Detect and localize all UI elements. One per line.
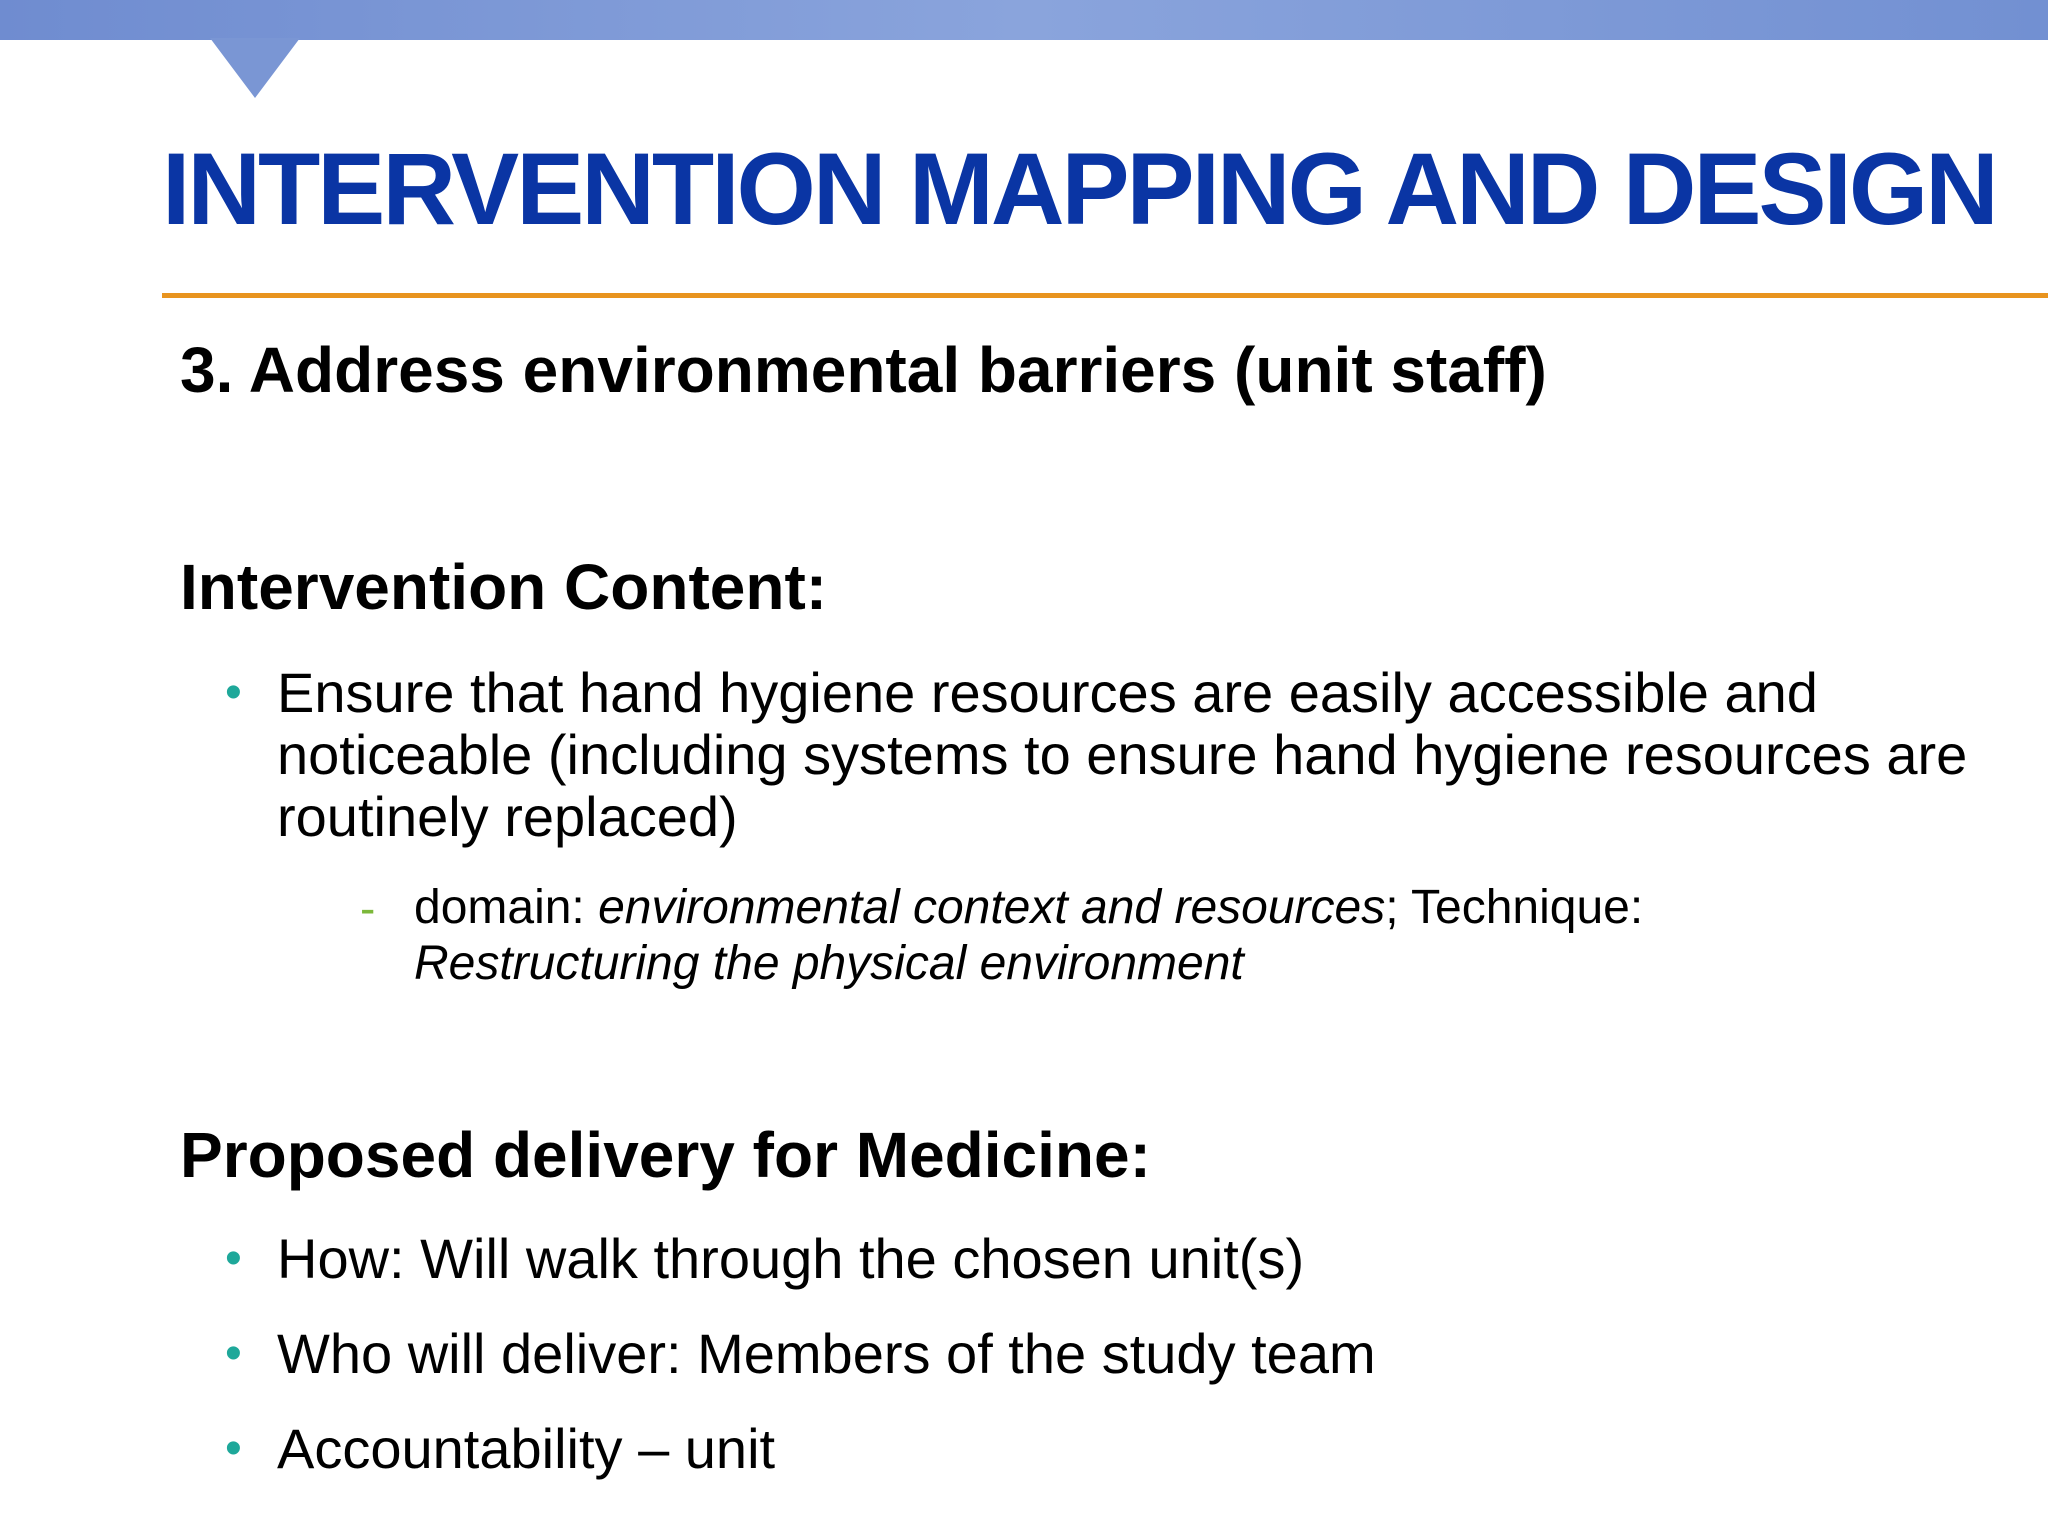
domain-label: domain:: [414, 881, 599, 934]
slide-subheading: 3. Address environmental barriers (unit staff): [180, 334, 1547, 406]
delivery-bullet-text: Accountability – unit: [277, 1417, 776, 1480]
top-banner: [0, 0, 2048, 40]
sub-bullet-text: [414, 880, 1643, 992]
delivery-bullet-text: Who will deliver: Members of the study team: [277, 1322, 1376, 1385]
content-bullet: [225, 662, 2005, 848]
banner-notch-icon: [210, 38, 300, 98]
delivery-heading: Proposed delivery for Medicine:: [180, 1119, 1151, 1191]
delivery-bullet-accountability: [225, 1418, 775, 1480]
delivery-bullet-who: [225, 1323, 1376, 1385]
bullet-icon: •: [225, 1422, 242, 1475]
dash-icon: -: [360, 882, 376, 934]
content-bullet-text: Ensure that hand hygiene resources are easily accessible and noticeable (including systems to ensure hand hygiene resources are routinely replaced): [277, 661, 1968, 848]
domain-value: environmental context and resources: [598, 881, 1386, 934]
technique-label: ; Technique:: [1385, 881, 1644, 934]
title-divider: [162, 293, 2048, 298]
intervention-content-heading: Intervention Content:: [180, 551, 828, 623]
bullet-icon: •: [225, 1232, 242, 1285]
bullet-icon: •: [225, 666, 242, 719]
slide-title: INTERVENTION MAPPING AND DESIGN: [162, 132, 1996, 246]
delivery-bullet-text: How: Will walk through the chosen unit(s): [277, 1227, 1305, 1290]
domain-sub-bullet: [360, 880, 1880, 992]
delivery-bullet-how: [225, 1228, 1304, 1290]
bullet-icon: •: [225, 1327, 242, 1380]
technique-value: Restructuring the physical environment: [414, 937, 1244, 990]
